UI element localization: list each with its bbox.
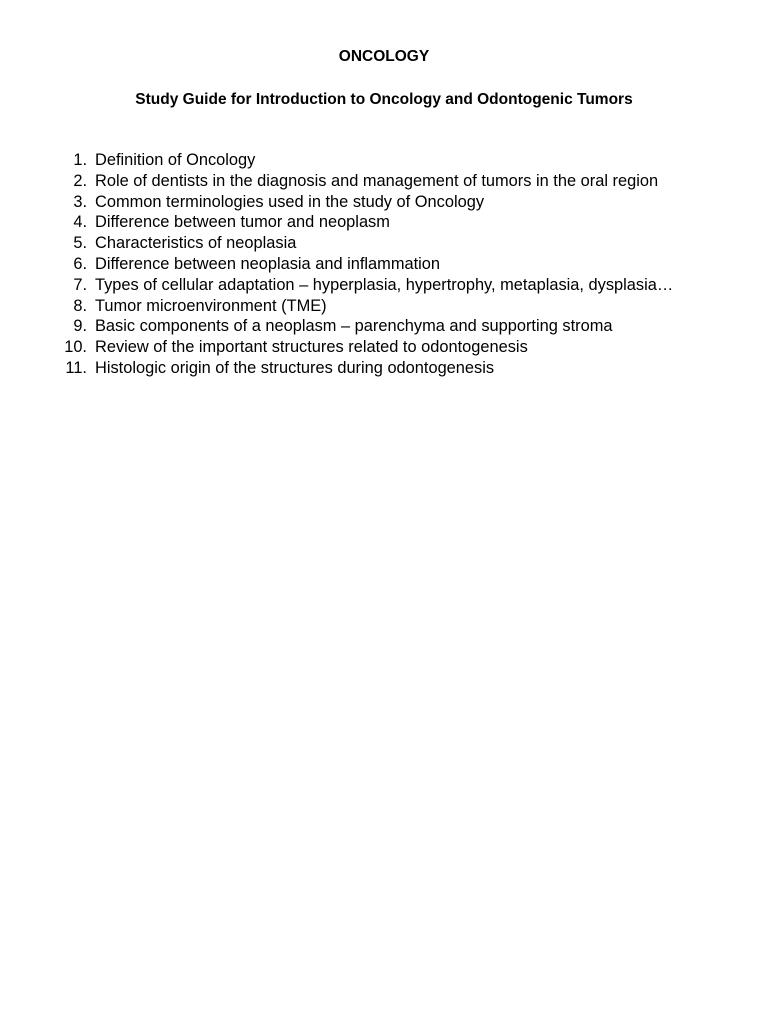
list-item-number: 6. bbox=[73, 254, 87, 273]
list-item-text: Tumor microenvironment (TME) bbox=[95, 296, 327, 315]
list-item bbox=[40, 358, 740, 379]
list-item-number: 3. bbox=[73, 192, 87, 211]
list-item-number: 8. bbox=[73, 296, 87, 315]
list-item bbox=[40, 254, 740, 275]
list-item-number: 9. bbox=[73, 317, 87, 336]
list-item bbox=[40, 171, 740, 192]
list-item-text: Characteristics of neoplasia bbox=[95, 234, 297, 253]
topic-list bbox=[40, 150, 740, 379]
list-item bbox=[40, 316, 740, 337]
list-item-number: 5. bbox=[73, 234, 87, 253]
list-item-text: Types of cellular adaptation – hyperplasia, hypertrophy, metaplasia, dysplasia… bbox=[95, 275, 674, 294]
list-item-text: Review of the important structures related to odontogenesis bbox=[95, 338, 528, 357]
list-item-number: 11. bbox=[65, 358, 87, 377]
list-item bbox=[40, 233, 740, 254]
list-item-text: Basic components of a neoplasm – parenchyma and supporting stroma bbox=[95, 317, 613, 336]
list-item-text: Role of dentists in the diagnosis and management of tumors in the oral region bbox=[95, 171, 659, 190]
list-item-text: Difference between neoplasia and inflammation bbox=[95, 254, 441, 273]
document-title: ONCOLOGY bbox=[338, 48, 430, 65]
list-item-number: 4. bbox=[73, 213, 87, 232]
list-item bbox=[40, 296, 740, 317]
list-item bbox=[40, 212, 740, 233]
list-item bbox=[40, 150, 740, 171]
list-item-number: 10. bbox=[64, 338, 87, 357]
list-item bbox=[40, 192, 740, 213]
document-subtitle: Study Guide for Introduction to Oncology and Odontogenic Tumors bbox=[135, 91, 633, 108]
list-item-number: 7. bbox=[73, 275, 87, 294]
list-item bbox=[40, 337, 740, 358]
list-item-number: 1. bbox=[73, 151, 87, 169]
list-item bbox=[40, 275, 740, 296]
list-item-text: Definition of Oncology bbox=[95, 151, 256, 169]
list-item-text: Histologic origin of the structures during odontogenesis bbox=[95, 358, 495, 377]
list-item-text: Common terminologies used in the study of Oncology bbox=[95, 192, 485, 211]
list-item-text: Difference between tumor and neoplasm bbox=[95, 213, 390, 232]
list-item-number: 2. bbox=[73, 171, 87, 190]
